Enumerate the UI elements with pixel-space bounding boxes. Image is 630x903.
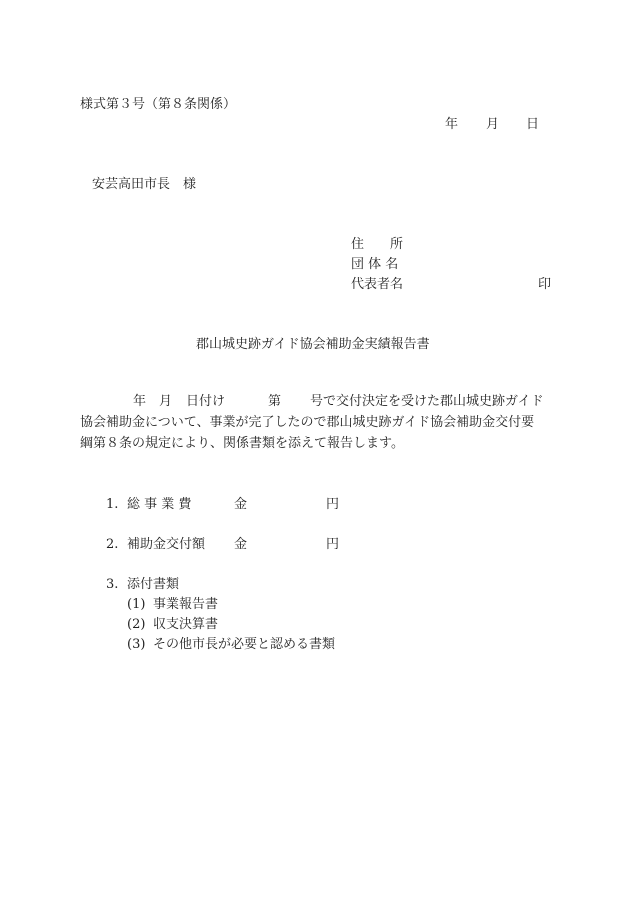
amount-kin-label: 金 (234, 537, 248, 552)
seal-mark: 印 (538, 277, 552, 292)
body-number-prefix: 第 (268, 394, 282, 409)
attachment-item: 収支決算書 (153, 617, 219, 632)
item-number: 3. (106, 577, 119, 592)
attachment-number: (2) (127, 617, 146, 632)
date-year-label: 年 (445, 117, 459, 132)
body-line2-text: 協会補助金について、事業が完了したので郡山城史跡ガイド協会補助金交付要 (80, 415, 535, 430)
amount-yen-label: 円 (326, 497, 340, 512)
subsidy-amount-label: 補助金交付額 (127, 537, 206, 552)
date-day-label: 日 (526, 117, 540, 132)
form-number: 様式第３号（第８条関係） (80, 97, 237, 112)
attachment-number: (1) (127, 597, 146, 612)
item-number: 1. (106, 497, 119, 512)
representative-label: 代表者名 (351, 277, 404, 292)
body-year: 年 (133, 394, 147, 409)
total-project-cost-label: 総 事 業 費 (127, 497, 192, 512)
amount-yen-label: 円 (326, 537, 340, 552)
attachment-item: 事業報告書 (153, 597, 219, 612)
item-number: 2. (106, 537, 119, 552)
document-title: 郡山城史跡ガイド協会補助金実績報告書 (196, 337, 430, 352)
body-month: 月 (159, 394, 173, 409)
attachment-number: (3) (127, 637, 146, 652)
date-month-label: 月 (486, 117, 500, 132)
attachment-item: その他市長が必要と認める書類 (153, 637, 336, 652)
body-day-dated: 日付け (186, 394, 226, 409)
attachments-label: 添付書類 (127, 577, 180, 592)
address-label: 住 所 (351, 237, 404, 252)
group-name-label: 団 体 名 (351, 257, 399, 272)
addressee: 安芸高田市長 様 (92, 177, 197, 192)
body-line1-text: 号で交付決定を受けた郡山城史跡ガイド (310, 394, 544, 409)
body-line3-text: 綱第８条の規定により、関係書類を添えて報告します。 (80, 436, 404, 451)
amount-kin-label: 金 (234, 497, 248, 512)
